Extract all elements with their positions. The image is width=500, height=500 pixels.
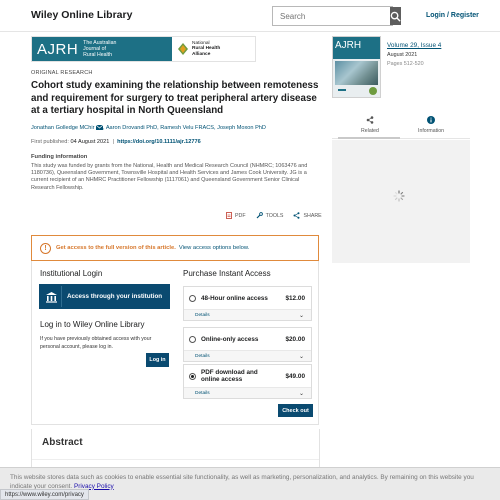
publication-info: First published: 04 August 2021 | https://doi.org/10.1111/ajr.12776 <box>31 139 201 145</box>
checkout-button[interactable]: Check out <box>278 404 313 417</box>
journal-logo <box>32 37 172 61</box>
doi-link[interactable]: https://doi.org/10.1111/ajr.12776 <box>117 139 201 145</box>
institution-icon <box>45 291 58 303</box>
author-link[interactable]: Aaron Drovandi PhD <box>105 125 158 131</box>
tools-button[interactable]: TOOLS <box>256 212 284 219</box>
side-tabs <box>332 109 470 139</box>
issue-link[interactable]: Volume 29, Issue 4 <box>387 42 442 49</box>
pdf-button[interactable]: PDF <box>226 212 246 219</box>
option-details-toggle[interactable]: Details ⌄ <box>184 309 311 320</box>
author-link[interactable]: Joseph Moxon PhD <box>217 125 266 131</box>
privacy-policy-link[interactable]: Privacy Policy <box>73 482 114 490</box>
purchase-option[interactable]: Online-only access $20.00 Details ⌄ <box>183 327 312 362</box>
article-title: Cohort study examining the relationship between remoteness and requirement for surgery to treat peripheral artery disease at a tertiary hospital in North Queensland <box>31 80 319 116</box>
journal-abbr: AJRH <box>37 40 79 58</box>
share-icon <box>293 212 300 219</box>
search-bar <box>272 6 393 26</box>
purchase-heading: Purchase Instant Access <box>183 269 271 278</box>
option-price: $20.00 <box>285 336 305 343</box>
author-link[interactable]: Ramesh Velu FRACS <box>160 125 215 131</box>
option-radio[interactable] <box>189 336 196 343</box>
journal-fullname: The Australian Journal of Rural Health <box>83 40 117 58</box>
journal-banner[interactable] <box>31 36 256 62</box>
institutional-login-heading: Institutional Login <box>40 269 103 278</box>
login-button[interactable]: Log in <box>146 353 169 367</box>
status-bar-url: https://www.wiley.com/privacy <box>0 489 89 500</box>
pdf-icon <box>226 212 232 219</box>
option-radio[interactable] <box>189 295 196 302</box>
option-details-toggle[interactable]: Details ⌄ <box>184 387 311 398</box>
issue-pages: Pages 512-520 <box>387 61 424 67</box>
article-type: ORIGINAL RESEARCH <box>31 70 93 76</box>
article-tools <box>226 212 322 219</box>
related-icon <box>366 116 374 124</box>
login-register-link[interactable]: Login / Register <box>426 12 479 19</box>
info-alert-icon: ! <box>40 243 51 254</box>
journal-cover[interactable]: AJRH <box>332 36 381 98</box>
active-tab-indicator <box>338 137 400 139</box>
option-price: $49.00 <box>285 373 305 380</box>
partner-logo: National Rural Health Alliance <box>172 37 255 61</box>
top-header <box>0 0 500 32</box>
tab-information[interactable]: Information <box>406 116 456 134</box>
site-logo[interactable]: Wiley Online Library <box>31 9 133 21</box>
share-button[interactable]: SHARE <box>293 212 321 219</box>
chevron-down-icon: ⌄ <box>298 391 304 397</box>
option-details-toggle[interactable]: Details ⌄ <box>184 350 311 361</box>
search-icon <box>390 11 401 22</box>
funding-heading: Funding information <box>31 154 88 160</box>
access-options-link[interactable]: View access options below. <box>178 245 250 251</box>
login-description: If you have previously obtained access with your personal account, please log in. <box>40 336 152 350</box>
purchase-option[interactable]: PDF download and online access $49.00 Details ⌄ <box>183 364 312 399</box>
author-link[interactable]: Jonathan Golledge MChir <box>31 125 95 131</box>
purchase-option[interactable]: 48-Hour online access $12.00 Details ⌄ <box>183 286 312 321</box>
abstract-heading: Abstract <box>42 437 83 448</box>
chevron-down-icon: ⌄ <box>298 313 304 319</box>
author-list: Jonathan Golledge MChir , Aaron Drovandi PhD, Ramesh Velu FRACS, Joseph Moxon PhD <box>31 125 266 131</box>
search-input[interactable] <box>273 7 390 25</box>
wrench-icon <box>256 212 263 219</box>
publication-date: 04 August 2021 <box>70 139 110 145</box>
search-button[interactable] <box>390 7 401 25</box>
issue-date: August 2021 <box>387 52 418 58</box>
loading-spinner-icon <box>393 190 405 202</box>
option-radio-selected[interactable] <box>189 373 196 380</box>
cookie-message: This website stores data such as cookies to enable essential site functionality, as well as marketing, personalization, and analytics. By remaining on this website you indicate your consent. <box>10 474 474 490</box>
abstract-section <box>31 429 320 469</box>
funding-text: This study was funded by grants from the National, Health and Medical Research Council (NHMRC; 1063476 and 1180736), Queensland Government, Townsville Hospital and Health Services and James Cook University. JG is a current recipient of an NHMRC Practitioner Fellowship (1117061) and Queensland Government Senior Clinical Research Fellowship. <box>31 163 308 191</box>
tab-related[interactable]: Related <box>345 116 395 134</box>
info-icon <box>427 116 435 124</box>
nrha-logo-icon <box>177 42 189 56</box>
chevron-down-icon: ⌄ <box>298 354 304 360</box>
access-notice: ! Get access to the full version of this article. View access options below. <box>31 235 319 261</box>
access-options-panel <box>31 261 319 425</box>
wiley-login-heading: Log in to Wiley Online Library <box>40 320 145 329</box>
email-icon[interactable] <box>96 125 103 130</box>
option-price: $12.00 <box>285 295 305 302</box>
institution-access-button[interactable]: Access through your institution <box>39 284 170 309</box>
